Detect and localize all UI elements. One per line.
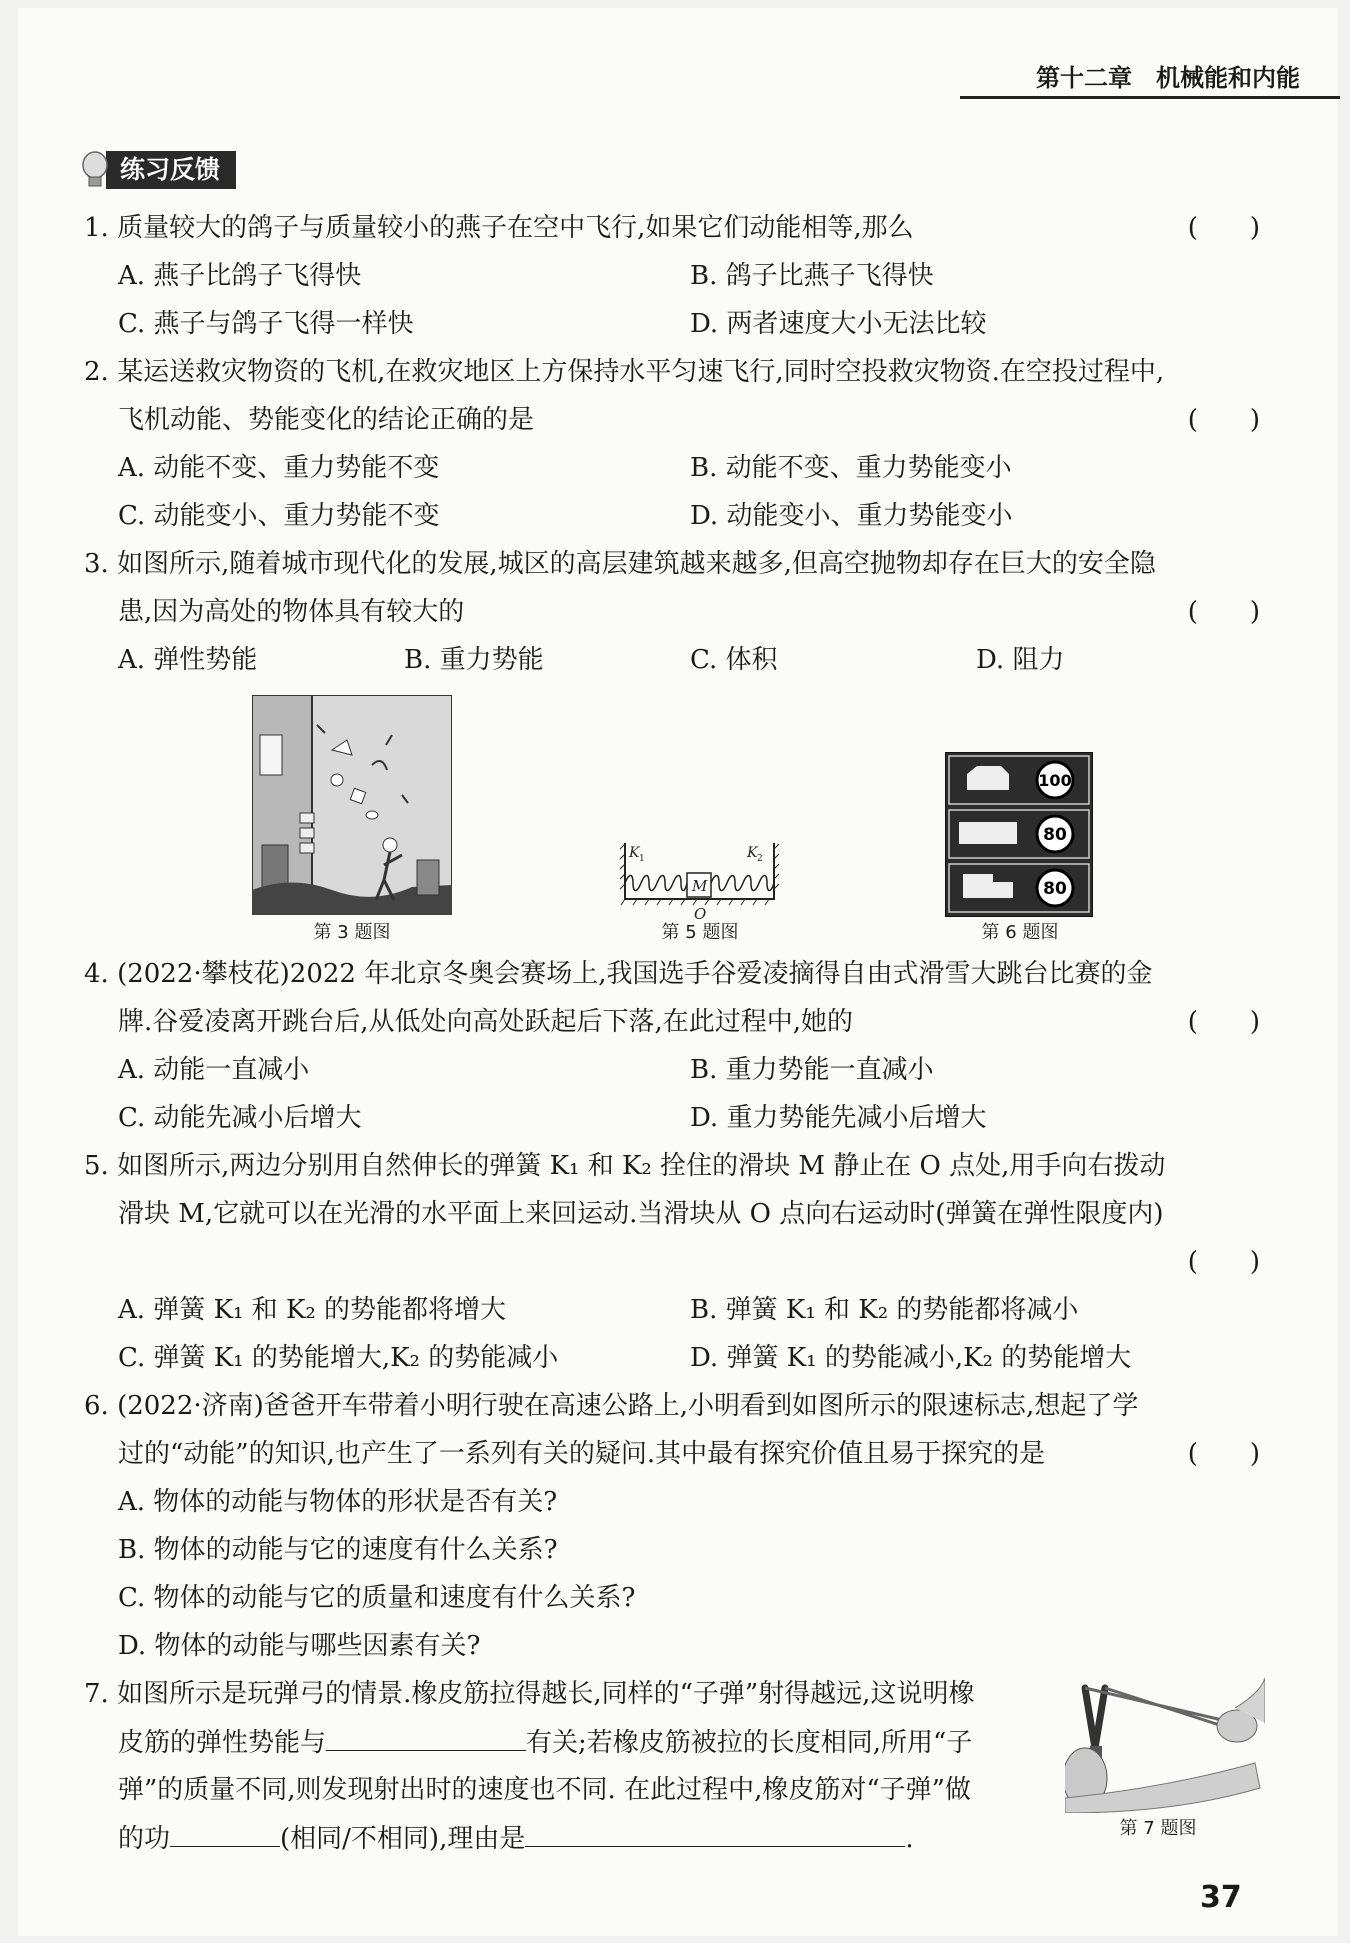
- q3-stem-line1: 3. 如图所示,随着城市现代化的发展,城区的高层建筑越来越多,但高空抛物却存在巨大的安全隐: [84, 549, 1156, 579]
- q7-line1: 7. 如图所示是玩弹弓的情景.橡皮筋拉得越长,同样的“子弹”射得越远,这说明橡: [84, 1679, 975, 1709]
- figure-5-k2-subscript: 2: [757, 854, 763, 864]
- lightbulb-icon: [80, 150, 110, 190]
- q1-option-d[interactable]: D. 两者速度大小无法比较: [690, 309, 987, 339]
- q7-blank-1[interactable]: [326, 1724, 526, 1751]
- figure-5-m-label: M: [692, 877, 708, 895]
- figure-5-k2-label: K: [747, 845, 758, 861]
- q7-line4: [118, 1820, 914, 1857]
- q2-stem-line1: 2. 某运送救灾物资的飞机,在救灾地区上方保持水平匀速飞行,同时空投救灾物资.在空投过程中,: [84, 357, 1165, 387]
- speed-limit-bus: 80: [1043, 825, 1067, 845]
- q7-line4-text-c: .: [905, 1824, 914, 1854]
- q2-option-c[interactable]: C. 动能变小、重力势能不变: [118, 501, 440, 531]
- speed-limit-truck: 80: [1043, 879, 1067, 899]
- figure-5-k1-subscript: 1: [639, 854, 645, 864]
- figure-3-falling-objects: [252, 695, 452, 919]
- q3-option-b[interactable]: B. 重力势能: [404, 645, 544, 675]
- q2-stem-line2: 飞机动能、势能变化的结论正确的是: [118, 405, 535, 435]
- bus-icon: [959, 822, 1017, 844]
- q3-option-a[interactable]: A. 弹性势能: [118, 645, 258, 675]
- q2-option-d[interactable]: D. 动能变小、重力势能变小: [690, 501, 1013, 531]
- q5-stem-line1: 5. 如图所示,两边分别用自然伸长的弹簧 K₁ 和 K₂ 拴住的滑块 M 静止在 O 点处,用手向右拨动: [84, 1151, 1166, 1181]
- q6-option-a[interactable]: A. 物体的动能与物体的形状是否有关?: [118, 1487, 558, 1517]
- q3-option-d[interactable]: D. 阻力: [976, 645, 1065, 675]
- figure-3-caption: 第 3 题图: [313, 922, 391, 943]
- q2-option-a[interactable]: A. 动能不变、重力势能不变: [118, 453, 440, 483]
- q7-line2-text-b: 有关;若橡皮筋被拉的长度相同,所用“子: [526, 1728, 973, 1758]
- q7-line3: 弹”的质量不同,则发现射出时的速度也不同. 在此过程中,橡皮筋对“子弹”做: [118, 1775, 971, 1805]
- q6-answer-paren[interactable]: ( ): [1187, 1439, 1260, 1469]
- figure-5-k1-label: K: [629, 845, 640, 861]
- q6-option-d[interactable]: D. 物体的动能与哪些因素有关?: [118, 1631, 481, 1661]
- q4-stem-line2: 牌.谷爱凌离开跳台后,从低处向高处跃起后下落,在此过程中,她的: [118, 1007, 854, 1037]
- truck-icon: [963, 874, 993, 898]
- q1-option-a[interactable]: A. 燕子比鸽子飞得快: [118, 261, 362, 291]
- q6-stem-line2: 过的“动能”的知识,也产生了一系列有关的疑问.其中最有探究价值且易于探究的是: [118, 1439, 1046, 1469]
- q4-stem-line1: 4. (2022·攀枝花)2022 年北京冬奥会赛场上,我国选手谷爱凌摘得自由式滑雪大跳台比赛的金: [84, 959, 1153, 989]
- q3-option-c[interactable]: C. 体积: [690, 645, 778, 675]
- figure-5-caption: 第 5 题图: [661, 922, 739, 943]
- figure-7-caption: 第 7 题图: [1119, 1818, 1197, 1839]
- q7-line4-text-a: 的功: [118, 1824, 171, 1854]
- speed-limit-car: 100: [1038, 771, 1072, 790]
- figure-6-caption: 第 6 题图: [981, 922, 1059, 943]
- q4-option-a[interactable]: A. 动能一直减小: [118, 1055, 310, 1085]
- q5-option-d[interactable]: D. 弹簧 K₁ 的势能减小,K₂ 的势能增大: [690, 1343, 1132, 1373]
- q5-option-a[interactable]: A. 弹簧 K₁ 和 K₂ 的势能都将增大: [118, 1295, 507, 1325]
- q3-answer-paren[interactable]: ( ): [1187, 597, 1260, 627]
- q2-answer-paren[interactable]: ( ): [1187, 405, 1260, 435]
- q7-line4-text-b: (相同/不相同),理由是: [280, 1824, 526, 1854]
- q5-stem-line2: 滑块 M,它就可以在光滑的水平面上来回运动.当滑块从 O 点向右运动时(弹簧在弹性限度内): [118, 1199, 1164, 1229]
- q6-option-c[interactable]: C. 物体的动能与它的质量和速度有什么关系?: [118, 1583, 636, 1613]
- q4-option-c[interactable]: C. 动能先减小后增大: [118, 1103, 362, 1133]
- q1-answer-paren[interactable]: ( ): [1187, 213, 1260, 243]
- page-number: 37: [1200, 1880, 1242, 1915]
- figure-5-spring-slider: [617, 835, 782, 924]
- q4-option-d[interactable]: D. 重力势能先减小后增大: [690, 1103, 987, 1133]
- section-title: 练习反馈: [106, 151, 236, 189]
- q4-answer-paren[interactable]: ( ): [1187, 1007, 1260, 1037]
- q4-option-b[interactable]: B. 重力势能一直减小: [690, 1055, 934, 1085]
- q6-stem-line1: 6. (2022·济南)爸爸开车带着小明行驶在高速公路上,小明看到如图所示的限速标志,想起了学: [84, 1391, 1139, 1421]
- chapter-header: 第十二章 机械能和内能: [1036, 64, 1300, 92]
- header-rule: [960, 96, 1340, 99]
- q7-blank-3[interactable]: [525, 1820, 905, 1847]
- q1-option-c[interactable]: C. 燕子与鸽子飞得一样快: [118, 309, 414, 339]
- car-icon: [967, 766, 1009, 790]
- figure-7-slingshot: [1065, 1668, 1265, 1817]
- q7-line2-text-a: 皮筋的弹性势能与: [118, 1728, 327, 1758]
- q1-option-b[interactable]: B. 鸽子比燕子飞得快: [690, 261, 934, 291]
- q7-line2: [118, 1724, 972, 1761]
- q7-blank-2[interactable]: [170, 1820, 280, 1847]
- q1-stem: 1. 质量较大的鸽子与质量较小的燕子在空中飞行,如果它们动能相等,那么: [84, 213, 914, 243]
- q2-option-b[interactable]: B. 动能不变、重力势能变小: [690, 453, 1012, 483]
- q5-answer-paren[interactable]: ( ): [1187, 1247, 1260, 1277]
- q5-option-b[interactable]: B. 弹簧 K₁ 和 K₂ 的势能都将减小: [690, 1295, 1079, 1325]
- figure-5-o-label: O: [694, 905, 707, 920]
- q5-option-c[interactable]: C. 弹簧 K₁ 的势能增大,K₂ 的势能减小: [118, 1343, 559, 1373]
- section-banner: [80, 150, 236, 190]
- q3-stem-line2: 患,因为高处的物体具有较大的: [118, 597, 465, 627]
- q6-option-b[interactable]: B. 物体的动能与它的速度有什么关系?: [118, 1535, 558, 1565]
- figure-6-speed-limit-sign: [945, 752, 1093, 921]
